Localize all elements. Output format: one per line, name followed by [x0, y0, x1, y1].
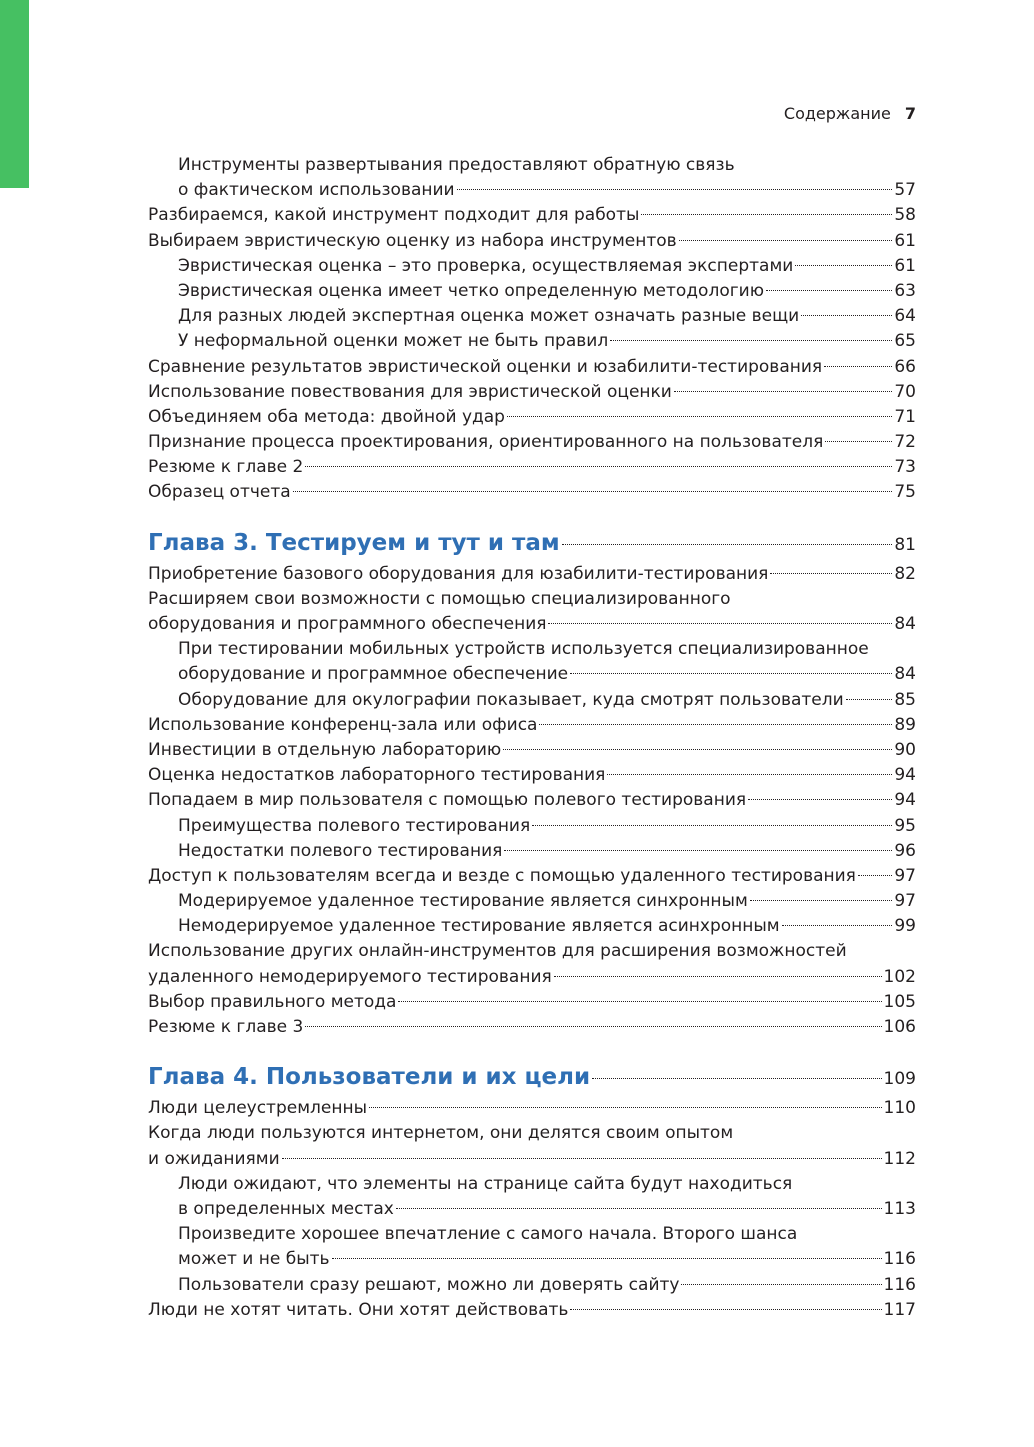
- leader-dots: [398, 1001, 881, 1002]
- leader-dots: [824, 366, 892, 367]
- toc-entry-title: Пользователи сразу решают, можно ли доверять сайту: [178, 1274, 680, 1295]
- toc-entry-title: Модерируемое удаленное тестирование является синхронным: [178, 891, 748, 912]
- toc-entry-title: оборудование и программное обеспечение: [178, 664, 569, 685]
- toc-entry[interactable]: [148, 1298, 916, 1323]
- toc-entry[interactable]: [148, 788, 916, 813]
- toc-entry[interactable]: [148, 279, 916, 304]
- toc-entry[interactable]: [148, 839, 916, 864]
- toc-entry-first-line[interactable]: Люди ожидают, что элементы на странице сайта будут находиться: [178, 1173, 793, 1194]
- toc-entry-page: 110: [883, 1098, 916, 1119]
- toc-entry-page: 65: [894, 331, 916, 352]
- table-of-contents: [148, 153, 916, 1323]
- toc-entry[interactable]: [148, 889, 916, 914]
- leader-dots: [396, 1208, 882, 1209]
- toc-entry-title: Приобретение базового оборудования для юзабилити-тестирования: [148, 563, 769, 584]
- toc-entry-page: 64: [894, 306, 916, 327]
- toc-entry[interactable]: [148, 1147, 916, 1172]
- toc-entry[interactable]: [148, 814, 916, 839]
- toc-entry[interactable]: [148, 763, 916, 788]
- leader-dots: [592, 1078, 881, 1079]
- toc-entry-page: 89: [894, 714, 916, 735]
- toc-entry-page: 71: [894, 406, 916, 427]
- toc-entry-page: 113: [883, 1198, 916, 1219]
- toc-entry-page: 96: [894, 840, 916, 861]
- toc-entry[interactable]: [148, 1247, 916, 1272]
- leader-dots: [801, 315, 892, 316]
- toc-entry-title: Эвристическая оценка – это проверка, осуществляемая экспертами: [178, 255, 794, 276]
- leader-dots: [846, 699, 893, 700]
- toc-entry[interactable]: [148, 990, 916, 1015]
- toc-entry-title: У неформальной оценки может не быть правил: [178, 331, 609, 352]
- toc-entry-page: 82: [894, 563, 916, 584]
- toc-entry[interactable]: [148, 480, 916, 505]
- toc-entry-title: Использование повествования для эвристической оценки: [148, 381, 672, 402]
- toc-entry-page: 84: [894, 664, 916, 685]
- leader-dots: [554, 976, 882, 977]
- leader-dots: [457, 189, 893, 190]
- toc-entry-page: 102: [883, 966, 916, 987]
- leader-dots: [532, 825, 892, 826]
- toc-entry-first-line[interactable]: Произведите хорошее впечатление с самого начала. Второго шанса: [178, 1224, 798, 1245]
- toc-entry-title: Преимущества полевого тестирования: [178, 815, 531, 836]
- running-head-page-number: 7: [904, 104, 916, 123]
- toc-entry-title: Эвристическая оценка имеет четко определенную методологию: [178, 280, 765, 301]
- toc-entry[interactable]: [148, 178, 916, 203]
- toc-entry[interactable]: [148, 405, 916, 430]
- toc-entry-page: 61: [894, 230, 916, 251]
- toc-entry-first-line[interactable]: Расширяем свои возможности с помощью специализированного: [148, 588, 731, 609]
- running-head: [784, 104, 916, 123]
- toc-entry-title: Доступ к пользователям всегда и везде с помощью удаленного тестирования: [148, 865, 856, 886]
- toc-entry-title: Образец отчета: [148, 482, 291, 503]
- leader-dots: [641, 214, 892, 215]
- chapter-side-tab: [0, 0, 29, 188]
- toc-entry-first-line[interactable]: Инструменты развертывания предоставляют обратную связь: [178, 155, 735, 175]
- toc-entry-title: Сравнение результатов эвристической оценки и юзабилити-тестирования: [148, 356, 823, 377]
- toc-entry[interactable]: [148, 254, 916, 279]
- leader-dots: [570, 1309, 881, 1310]
- leader-dots: [570, 673, 892, 674]
- leader-dots: [539, 724, 892, 725]
- toc-entry-page: 94: [894, 790, 916, 811]
- toc-entry-page: 97: [894, 865, 916, 886]
- toc-block-chapter-2: [148, 153, 916, 506]
- toc-block-chapter-4: [148, 1096, 916, 1323]
- chapter-3-page: 81: [894, 534, 916, 555]
- toc-entry[interactable]: [148, 229, 916, 254]
- leader-dots: [782, 925, 893, 926]
- leader-dots: [305, 1026, 881, 1027]
- toc-entry[interactable]: [148, 864, 916, 889]
- toc-entry-page: 84: [894, 614, 916, 634]
- toc-entry-title: Признание процесса проектирования, ориентированного на пользователя: [148, 432, 824, 453]
- toc-entry-page: 57: [894, 180, 916, 201]
- toc-entry-title: Выбираем эвристическую оценку из набора инструментов: [148, 230, 677, 251]
- toc-entry-title: Объединяем оба метода: двойной удар: [148, 406, 505, 427]
- toc-entry-title: удаленного немодерируемого тестирования: [148, 966, 552, 987]
- leader-dots: [503, 749, 892, 750]
- leader-dots: [607, 774, 892, 775]
- toc-entry-first-line[interactable]: При тестировании мобильных устройств используется специализированное: [178, 639, 869, 660]
- toc-entry[interactable]: [148, 612, 916, 637]
- toc-entry-title: Разбираемся, какой инструмент подходит для работы: [148, 205, 640, 226]
- toc-entry-first-line[interactable]: Когда люди пользуются интернетом, они делятся своим опытом: [148, 1123, 734, 1144]
- toc-entry-page: 97: [894, 891, 916, 912]
- toc-entry[interactable]: [148, 203, 916, 228]
- toc-entry-page: 85: [894, 689, 916, 710]
- toc-entry[interactable]: [148, 914, 916, 939]
- leader-dots: [504, 850, 892, 851]
- leader-dots: [770, 573, 892, 574]
- toc-entry-page: 116: [883, 1274, 916, 1295]
- leader-dots: [674, 391, 893, 392]
- toc-block-chapter-3: [148, 562, 916, 1041]
- toc-entry-title: может и не быть: [178, 1249, 330, 1270]
- toc-entry[interactable]: [148, 662, 916, 687]
- toc-entry[interactable]: [148, 1197, 916, 1222]
- toc-entry-page: 63: [894, 280, 916, 301]
- toc-entry-page: 70: [894, 381, 916, 402]
- leader-dots: [548, 623, 892, 624]
- toc-entry[interactable]: [148, 738, 916, 763]
- toc-entry-page: 90: [894, 739, 916, 760]
- toc-entry-title: Резюме к главе 3: [148, 1017, 304, 1037]
- leader-dots: [858, 875, 892, 876]
- leader-dots: [305, 466, 892, 467]
- toc-entry[interactable]: [148, 380, 916, 405]
- toc-entry-title: Люди не хотят читать. Они хотят действовать: [148, 1299, 569, 1320]
- leader-dots: [282, 1158, 882, 1159]
- chapter-4-page: 109: [883, 1069, 916, 1090]
- toc-entry-page: 99: [894, 916, 916, 937]
- chapter-3-heading[interactable]: [148, 528, 916, 558]
- chapter-4-heading[interactable]: [148, 1062, 916, 1092]
- leader-dots: [795, 265, 892, 266]
- toc-entry[interactable]: [148, 355, 916, 380]
- toc-entry[interactable]: [148, 713, 916, 738]
- toc-entry[interactable]: [148, 1096, 916, 1121]
- toc-entry-page: 66: [894, 356, 916, 377]
- leader-dots: [293, 491, 893, 492]
- toc-entry-title: Люди целеустремленны: [148, 1098, 368, 1119]
- leader-dots: [681, 1284, 881, 1285]
- toc-entry-title: Инвестиции в отдельную лабораторию: [148, 739, 502, 760]
- toc-entry[interactable]: [148, 688, 916, 713]
- leader-dots: [562, 544, 893, 545]
- toc-entry-title: о фактическом использовании: [178, 180, 455, 201]
- leader-dots: [507, 416, 892, 417]
- toc-entry-page: 73: [894, 457, 916, 478]
- toc-entry[interactable]: [148, 430, 916, 455]
- toc-entry-page: 105: [883, 991, 916, 1012]
- toc-entry-first-line[interactable]: Использование других онлайн-инструментов для расширения возможностей: [148, 941, 847, 962]
- toc-entry[interactable]: [148, 965, 916, 990]
- leader-dots: [748, 799, 892, 800]
- leader-dots: [825, 441, 892, 442]
- toc-entry[interactable]: [148, 329, 916, 354]
- toc-entry[interactable]: [148, 1273, 916, 1298]
- toc-entry-title: Выбор правильного метода: [148, 991, 397, 1012]
- leader-dots: [750, 900, 893, 901]
- leader-dots: [679, 240, 893, 241]
- toc-entry-page: 106: [883, 1017, 916, 1037]
- toc-entry-title: Резюме к главе 2: [148, 457, 304, 478]
- toc-entry[interactable]: [148, 1015, 916, 1040]
- toc-entry-title: Оценка недостатков лабораторного тестирования: [148, 765, 606, 786]
- running-head-section: Содержание: [783, 104, 891, 123]
- leader-dots: [332, 1258, 882, 1259]
- toc-entry-title: Использование конференц-зала или офиса: [148, 714, 538, 735]
- toc-entry-title: оборудования и программного обеспечения: [148, 614, 547, 634]
- toc-entry-title: Для разных людей экспертная оценка может означать разные вещи: [178, 306, 800, 327]
- toc-entry-page: 72: [894, 432, 916, 453]
- toc-entry-page: 112: [883, 1148, 916, 1169]
- toc-entry-page: 116: [883, 1249, 916, 1270]
- toc-entry-title: Попадаем в мир пользователя с помощью полевого тестирования: [148, 790, 747, 811]
- toc-entry-page: 94: [894, 765, 916, 786]
- toc-entry[interactable]: [148, 304, 916, 329]
- toc-entry[interactable]: [148, 455, 916, 480]
- toc-entry-title: Оборудование для окулографии показывает, куда смотрят пользователи: [178, 689, 844, 710]
- leader-dots: [369, 1107, 882, 1108]
- leader-dots: [610, 340, 892, 341]
- toc-entry-page: 58: [894, 205, 916, 226]
- toc-entry[interactable]: [148, 562, 916, 587]
- toc-entry-title: Немодерируемое удаленное тестирование является асинхронным: [178, 916, 780, 937]
- chapter-3-title: Глава 3. Тестируем и тут и там: [148, 529, 560, 556]
- toc-entry-page: 75: [894, 482, 916, 503]
- toc-entry-title: в определенных местах: [178, 1198, 394, 1219]
- chapter-4-title: Глава 4. Пользователи и их цели: [148, 1064, 591, 1091]
- toc-entry-page: 117: [883, 1299, 916, 1320]
- toc-entry-title: Недостатки полевого тестирования: [178, 840, 503, 861]
- toc-entry-title: и ожиданиями: [148, 1148, 280, 1169]
- toc-entry-page: 61: [894, 255, 916, 276]
- toc-entry-page: 95: [894, 815, 916, 836]
- leader-dots: [766, 290, 892, 291]
